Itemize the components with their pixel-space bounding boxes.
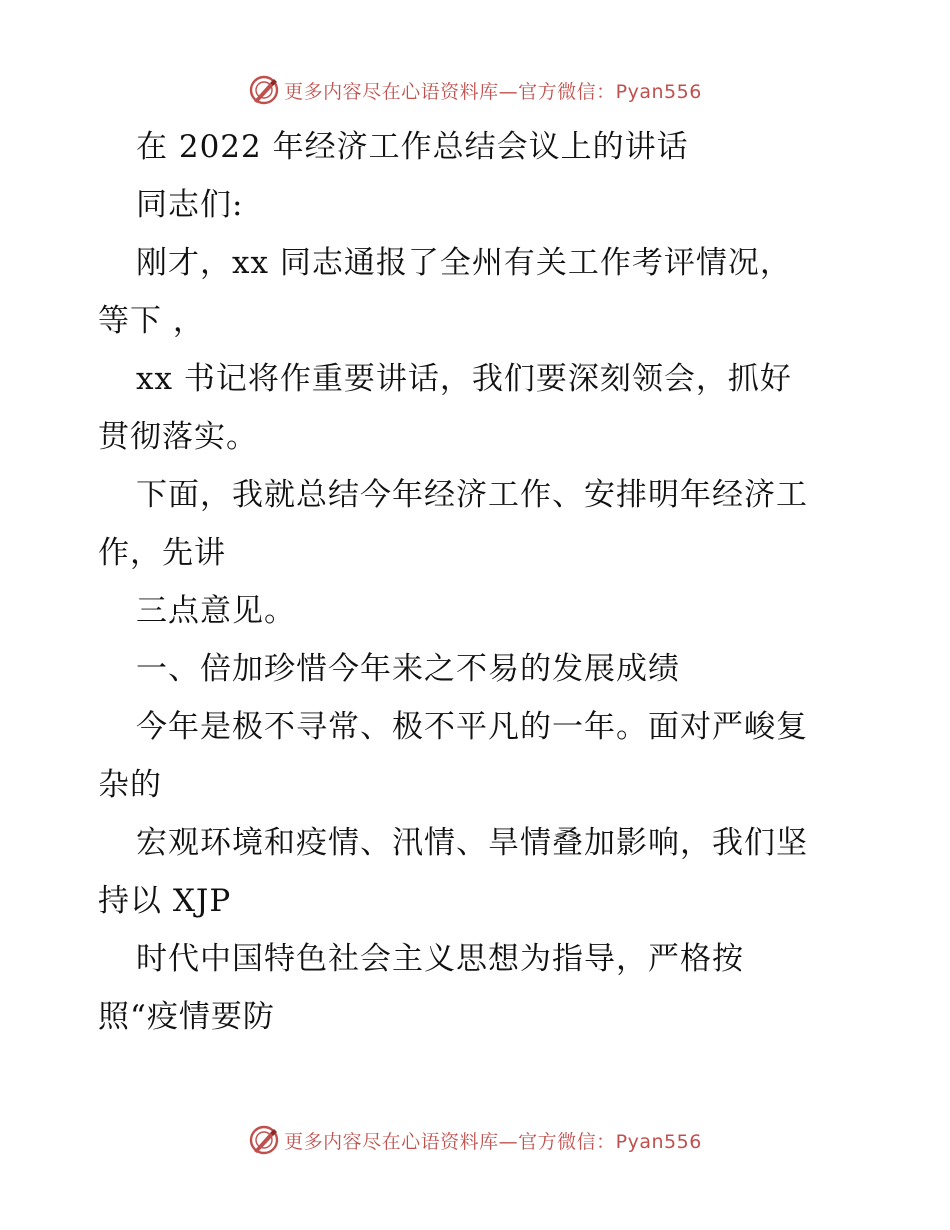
watermark-text: 更多内容尽在心语资料库—官方微信：Pyan556 (284, 80, 702, 103)
watermark-text: 更多内容尽在心语资料库—官方微信：Pyan556 (284, 1130, 702, 1153)
document-body (98, 118, 858, 1046)
text-line: 持以 XJP (98, 883, 232, 919)
text-line: xx 书记将作重要讲话，我们要深刻领会，抓好 (136, 361, 792, 397)
text-line: 作，先讲 (98, 535, 226, 571)
text-line: 等下 ， (98, 303, 205, 339)
salutation: 同志们: (136, 187, 244, 223)
text-line: 时代中国特色社会主义思想为指导，严格按 (136, 941, 744, 977)
pen-logo-icon (248, 1124, 280, 1156)
header-watermark (0, 74, 950, 106)
text-line: 宏观环境和疫情、汛情、旱情叠加影响，我们坚 (136, 825, 808, 861)
footer-watermark (0, 1124, 950, 1156)
text-line: 照“疫情要防 (98, 999, 275, 1035)
text-line: 贯彻落实。 (98, 419, 258, 455)
section-heading: 一、倍加珍惜今年来之不易的发展成绩 (136, 651, 680, 687)
text-line: 杂的 (98, 767, 162, 803)
text-line: 刚才，xx 同志通报了全州有关工作考评情况， (136, 245, 792, 281)
text-line: 今年是极不寻常、极不平凡的一年。面对严峻复 (136, 709, 808, 745)
document-title: 在 2022 年经济工作总结会议上的讲话 (136, 129, 689, 165)
pen-logo-icon (248, 74, 280, 106)
text-line: 三点意见。 (136, 593, 296, 629)
text-line: 下面，我就总结今年经济工作、安排明年经济工 (136, 477, 808, 513)
